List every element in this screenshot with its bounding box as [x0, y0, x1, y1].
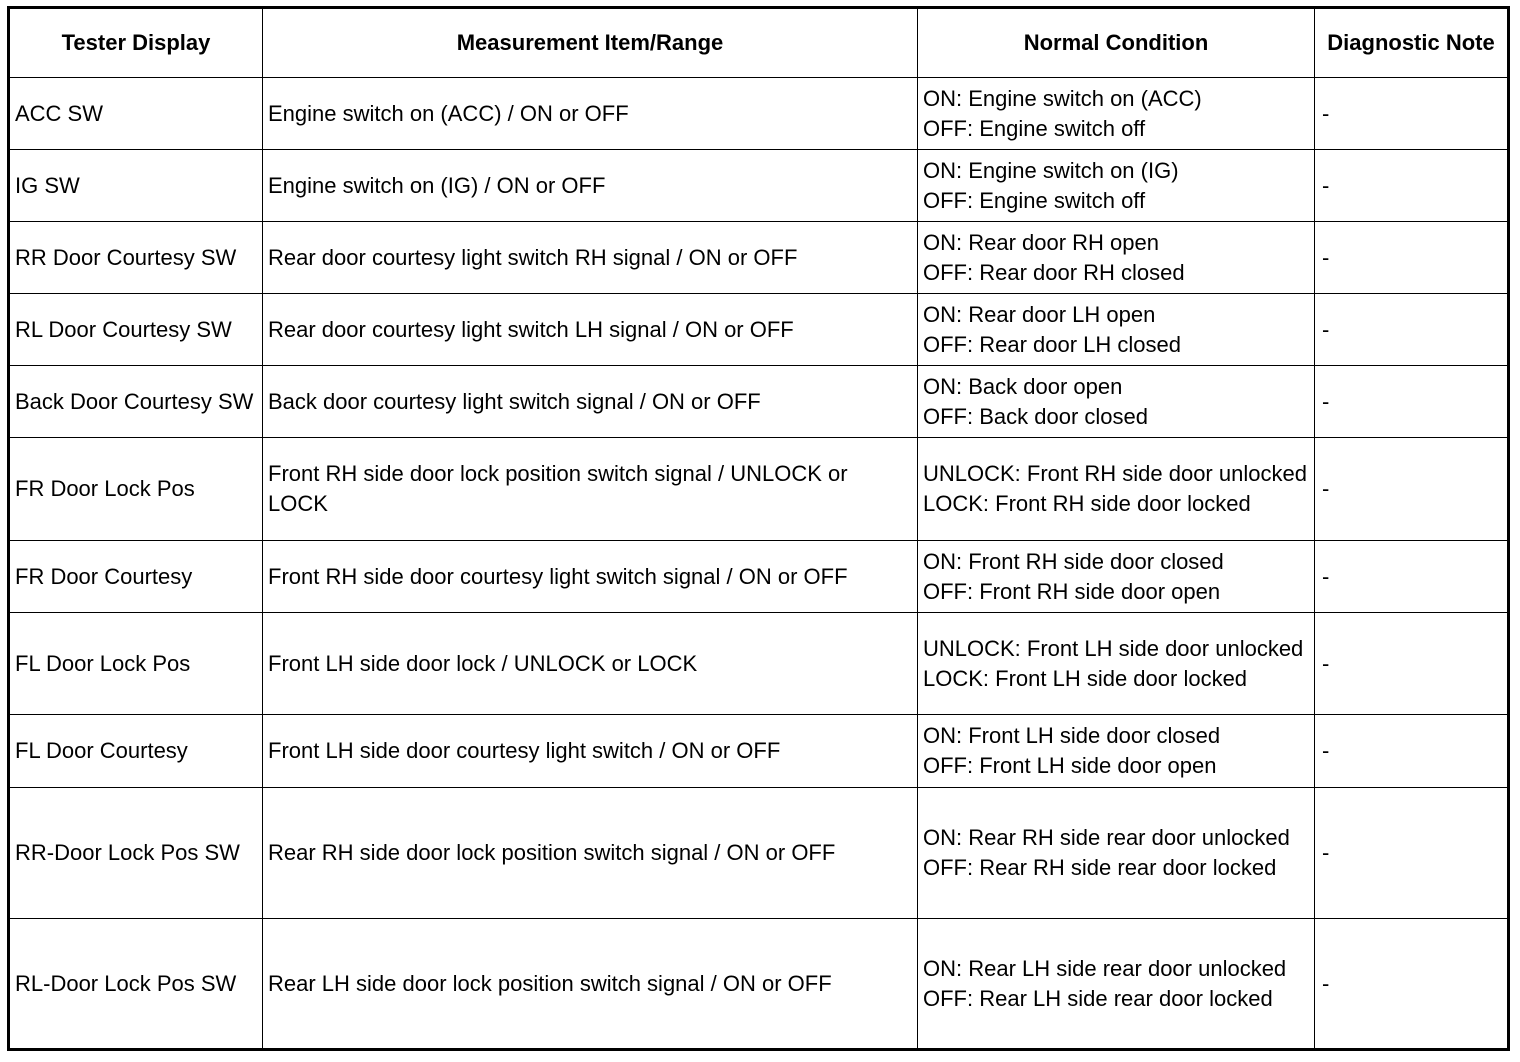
- table-row: [9, 613, 1509, 715]
- measurement-cell: Rear door courtesy light switch RH signal / ON or OFF: [263, 222, 918, 294]
- condition-line: OFF: Rear door LH closed: [923, 331, 1181, 357]
- table-row: [9, 919, 1509, 1050]
- measurement-cell: Rear door courtesy light switch LH signal / ON or OFF: [263, 294, 918, 366]
- header-measurement-item: Measurement Item/Range: [263, 8, 918, 78]
- normal-condition-cell: [918, 222, 1315, 294]
- condition-line: OFF: Front LH side door open: [923, 753, 1217, 778]
- condition-line: OFF: Back door closed: [923, 403, 1148, 429]
- condition-line: ON: Rear door LH open: [923, 301, 1156, 327]
- tester-display-cell: FL Door Lock Pos: [9, 613, 263, 715]
- measurement-cell: Engine switch on (IG) / ON or OFF: [263, 150, 918, 222]
- measurement-cell: Front RH side door lock position switch signal / UNLOCK or LOCK: [263, 438, 918, 541]
- condition-line: OFF: Engine switch off: [923, 187, 1146, 213]
- diagnostic-note-cell: -: [1315, 438, 1509, 541]
- normal-condition-cell: [918, 150, 1315, 222]
- table-row: [9, 222, 1509, 294]
- condition-line: ON: Rear LH side rear door unlocked: [923, 955, 1287, 981]
- diagnostic-note-cell: -: [1315, 541, 1509, 613]
- tester-display-cell: RL Door Courtesy SW: [9, 294, 263, 366]
- condition-line: ON: Front LH side door closed: [923, 723, 1221, 748]
- normal-condition-cell: [918, 294, 1315, 366]
- normal-condition-cell: [918, 788, 1315, 919]
- normal-condition-cell: [918, 919, 1315, 1050]
- diagnostic-note-cell: -: [1315, 294, 1509, 366]
- measurement-cell: Rear RH side door lock position switch signal / ON or OFF: [263, 788, 918, 919]
- table-row: [9, 438, 1509, 541]
- table-row: [9, 294, 1509, 366]
- measurement-cell: Rear LH side door lock position switch signal / ON or OFF: [263, 919, 918, 1050]
- tester-display-cell: FR Door Lock Pos: [9, 438, 263, 541]
- condition-line: OFF: Rear LH side rear door locked: [923, 985, 1273, 1011]
- tester-display-cell: ACC SW: [9, 78, 263, 150]
- measurement-cell: Engine switch on (ACC) / ON or OFF: [263, 78, 918, 150]
- measurement-cell: Front LH side door courtesy light switch / ON or OFF: [263, 715, 918, 788]
- condition-line: ON: Engine switch on (IG): [923, 157, 1179, 183]
- condition-line: OFF: Front RH side door open: [923, 578, 1221, 604]
- measurement-cell: Front RH side door courtesy light switch signal / ON or OFF: [263, 541, 918, 613]
- data-list-table: [7, 6, 1510, 1051]
- table-header-row: [9, 8, 1509, 78]
- normal-condition-cell: [918, 715, 1315, 788]
- condition-line: UNLOCK: Front RH side door unlocked: [923, 461, 1307, 486]
- condition-line: ON: Front RH side door closed: [923, 548, 1224, 574]
- condition-line: ON: Rear door RH open: [923, 229, 1159, 255]
- normal-condition-cell: [918, 438, 1315, 541]
- table-row: [9, 788, 1509, 919]
- tester-display-cell: RR-Door Lock Pos SW: [9, 788, 263, 919]
- condition-line: LOCK: Front RH side door locked: [923, 491, 1251, 516]
- diagnostic-note-cell: -: [1315, 919, 1509, 1050]
- condition-line: OFF: Rear RH side rear door locked: [923, 855, 1277, 880]
- tester-display-cell: RL-Door Lock Pos SW: [9, 919, 263, 1050]
- normal-condition-cell: [918, 78, 1315, 150]
- table-row: [9, 541, 1509, 613]
- table-row: [9, 150, 1509, 222]
- table-row: [9, 366, 1509, 438]
- diagnostic-note-cell: -: [1315, 222, 1509, 294]
- tester-display-cell: IG SW: [9, 150, 263, 222]
- diagnostic-note-cell: -: [1315, 366, 1509, 438]
- diagnostic-note-cell: -: [1315, 788, 1509, 919]
- measurement-cell: Back door courtesy light switch signal / ON or OFF: [263, 366, 918, 438]
- tester-display-cell: FR Door Courtesy: [9, 541, 263, 613]
- condition-line: OFF: Engine switch off: [923, 115, 1146, 141]
- measurement-cell: Front LH side door lock / UNLOCK or LOCK: [263, 613, 918, 715]
- diagnostic-note-cell: -: [1315, 150, 1509, 222]
- table-row: [9, 715, 1509, 788]
- tester-display-cell: FL Door Courtesy: [9, 715, 263, 788]
- normal-condition-cell: [918, 366, 1315, 438]
- diagnostic-note-cell: -: [1315, 78, 1509, 150]
- normal-condition-cell: [918, 613, 1315, 715]
- diagnostic-note-cell: -: [1315, 715, 1509, 788]
- table-row: [9, 78, 1509, 150]
- condition-line: ON: Engine switch on (ACC): [923, 85, 1202, 111]
- condition-line: LOCK: Front LH side door locked: [923, 665, 1248, 691]
- condition-line: ON: Rear RH side rear door unlocked: [923, 825, 1290, 850]
- header-diagnostic-note: Diagnostic Note: [1315, 8, 1509, 78]
- tester-display-cell: Back Door Courtesy SW: [9, 366, 263, 438]
- condition-line: OFF: Rear door RH closed: [923, 259, 1185, 285]
- header-tester-display: Tester Display: [9, 8, 263, 78]
- diagnostic-note-cell: -: [1315, 613, 1509, 715]
- condition-line: ON: Back door open: [923, 373, 1123, 399]
- header-normal-condition: Normal Condition: [918, 8, 1315, 78]
- condition-line: UNLOCK: Front LH side door unlocked: [923, 635, 1304, 661]
- tester-display-cell: RR Door Courtesy SW: [9, 222, 263, 294]
- normal-condition-cell: [918, 541, 1315, 613]
